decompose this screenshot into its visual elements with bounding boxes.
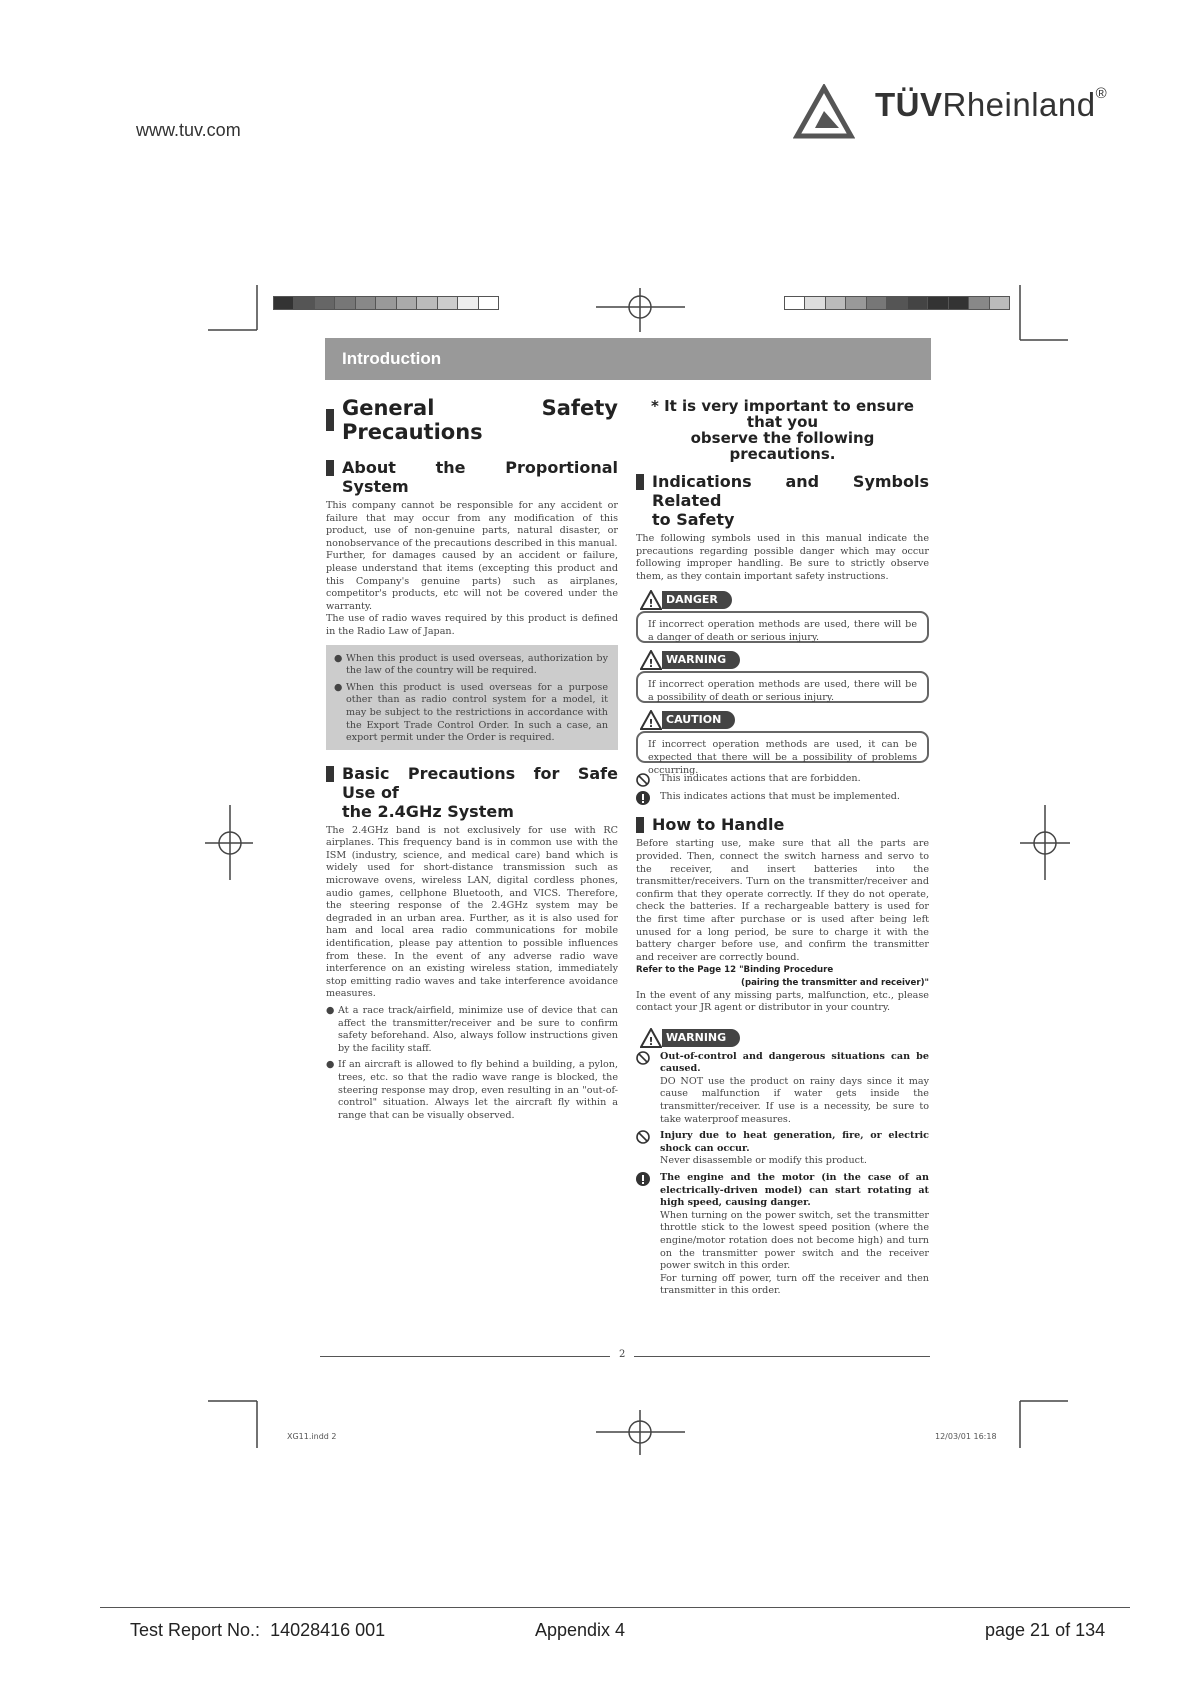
warning-triangle-icon	[640, 650, 662, 670]
mandatory-action-icon	[636, 791, 650, 805]
footer-rule	[100, 1607, 1130, 1608]
svg-text:!: !	[648, 597, 654, 611]
color-bar-left	[273, 296, 498, 310]
bullet-icon: ●	[334, 652, 343, 664]
section-heading-indications: Indications and Symbols Related to Safety	[636, 472, 929, 529]
forbidden-legend: This indicates actions that are forbidden.	[636, 773, 929, 787]
paragraph: The use of radio waves required by this product is defined in the Radio Law of Japan.	[326, 613, 618, 637]
paragraph: This company cannot be responsible for any accident or failure that may occur from any modification of this product, use of non-genuine parts, natural disaster, or nonobservance of the precautions described in this manual.	[326, 500, 618, 549]
warning-item: Injury due to heat generation, fire, or electric shock can occur. Never disassemble or modify this product.	[636, 1130, 929, 1168]
website-url: www.tuv.com	[136, 120, 241, 140]
right-column	[636, 398, 929, 1298]
section-heading-how-to-handle: How to Handle	[636, 815, 929, 834]
bullet-icon: ●	[334, 681, 343, 693]
bullet-icon: ●	[326, 1005, 335, 1016]
page-title: General Safety Precautions	[326, 396, 618, 444]
svg-text:!: !	[648, 657, 654, 671]
section-banner: Introduction	[325, 338, 931, 380]
report-number: Test Report No.: 14028416 001	[130, 1620, 386, 1640]
important-notice: * It is very important to ensure that you observe the following precautions.	[651, 397, 914, 463]
paragraph: In the event of any missing parts, malfunction, etc., please contact your JR agent or distributor in your country.	[636, 989, 929, 1014]
paragraph: The following symbols used in this manual indicate the precautions regarding possible danger which may occur following improper handling. Be sure to strictly observe them, as they contain important safety instructions.	[636, 533, 929, 582]
page-rule-right	[634, 1356, 930, 1357]
left-column	[326, 396, 618, 1122]
paragraph: Before starting use, make sure that all the parts are provided. Then, connect the switch harness and servo to the receiver, and insert batteries into the transmitter/receivers. Turn on the transmitter/receiver and confirm that they operate correctly. If they do not operate, check the batteries. If a rechargeable battery is used for the first time after purchase or is used after being left unused for a long period, be sure to charge it with the battery charger before use, and confirm the transmitter and receiver are correctly bound.	[636, 838, 929, 963]
warning-item: The engine and the motor (in the case of an electrically-driven model) can start rotating at high speed, causing danger. When turning on the power switch, set the transmitter throttle stick to the lowest speed position (where the engine/motor rotation does not become high) and turn on the transmitter power switch and the receiver power switch in this order. For turning off power, turn off the receiver and then transmitter in this order.	[636, 1172, 929, 1298]
page-rule-left	[320, 1356, 610, 1357]
brand-bold: TÜV	[875, 86, 943, 123]
refer-line-2: (pairing the transmitter and receiver)"	[741, 977, 929, 988]
brand-mark: ®	[1095, 85, 1108, 102]
svg-text:!: !	[648, 1034, 654, 1048]
danger-warning-triangle-icon	[640, 590, 662, 610]
page-number: 2	[619, 1349, 626, 1360]
prohibited-icon	[636, 1130, 650, 1144]
svg-text:!: !	[648, 717, 654, 731]
warning-box: ! WARNING If incorrect operation methods are used, there will be a possibility of death or serious injury.	[636, 657, 929, 703]
paragraph: The 2.4GHz band is not exclusively for use with RC airplanes. This frequency band is in common use with the ISM (industry, science, and medical care) band which is widely used for short-distance transmission such as microwave ovens, wireless LAN, digital cordless phones, audio games, cellphone Bluetooth, and VICS. Therefore, the steering response of the 2.4GHz system may be degraded in an urban area. Further, as it is also used for ham and local area radio communications for mobile identification, please pay attention to possible influences from these. In the event of any adverse radio wave interference on an existing wireless station, immediately stop emitting radio waves and take interference avoidance measures.	[326, 824, 618, 1000]
bullet-icon: ●	[326, 1059, 335, 1071]
mandatory-action-icon	[636, 1172, 650, 1186]
danger-box: ! DANGER If incorrect operation methods are used, there will be a danger of death or serious injury.	[636, 597, 929, 643]
overseas-note-box: ● When this product is used overseas, authorization by the law of the country will be required. ● When this product is used overseas for a purpose other than as radio control system for a model, it may be subject to the restrictions in accordance with the Export Trade Control Order. In such a case, an export permit under the Order is required.	[326, 645, 618, 750]
color-bar-right	[784, 296, 1009, 310]
list-item: ● At a race track/airfield, minimize use of device that can affect the transmitter/receiver and be sure to confirm safety beforehand. Also, always follow instructions given by the facility staff.	[326, 1005, 618, 1054]
print-date-label: 12/03/01 16:18	[935, 1432, 997, 1441]
print-file-label: XG11.indd 2	[287, 1432, 337, 1441]
caution-box: ! CAUTION If incorrect operation methods are used, it can be expected that there will be a possibility of problems occurring.	[636, 717, 929, 763]
caution-triangle-icon	[640, 710, 662, 730]
page-count: page 21 of 134	[985, 1620, 1106, 1640]
appendix-label: Appendix 4	[535, 1620, 626, 1640]
section-heading-2-4ghz: Basic Precautions for Safe Use of the 2.4GHz System	[326, 764, 618, 821]
warning-triangle-icon	[640, 1028, 662, 1048]
mandatory-legend: This indicates actions that must be implemented.	[636, 791, 929, 805]
warning-item: Out-of-control and dangerous situations can be caused. DO NOT use the product on rainy days since it may cause malfunction if water gets inside the transmitter/receiver. If use is a necessity, be sure to take waterproof measures.	[636, 1051, 929, 1127]
prohibited-icon	[636, 1051, 650, 1065]
list-item: ● If an aircraft is allowed to fly behind a building, a pylon, trees, etc. so that the radio wave range is blocked, the steering response may drop, even resulting in an "out-of-control" situation. Always let the aircraft fly within a range that can be visually observed.	[326, 1059, 618, 1121]
warning-heading: ! WARNING	[636, 1027, 929, 1047]
refer-line: Refer to the Page 12 "Binding Procedure	[636, 965, 834, 976]
section-heading-proportional: About the Proportional System	[326, 458, 618, 496]
paragraph: Further, for damages caused by an accident or failure, please understand that items (excepting this product and this Company's genuine parts) such as airplanes, competitor's products, etc will not be covered under the warranty.	[326, 550, 618, 612]
brand-rest: Rheinland	[942, 86, 1096, 123]
